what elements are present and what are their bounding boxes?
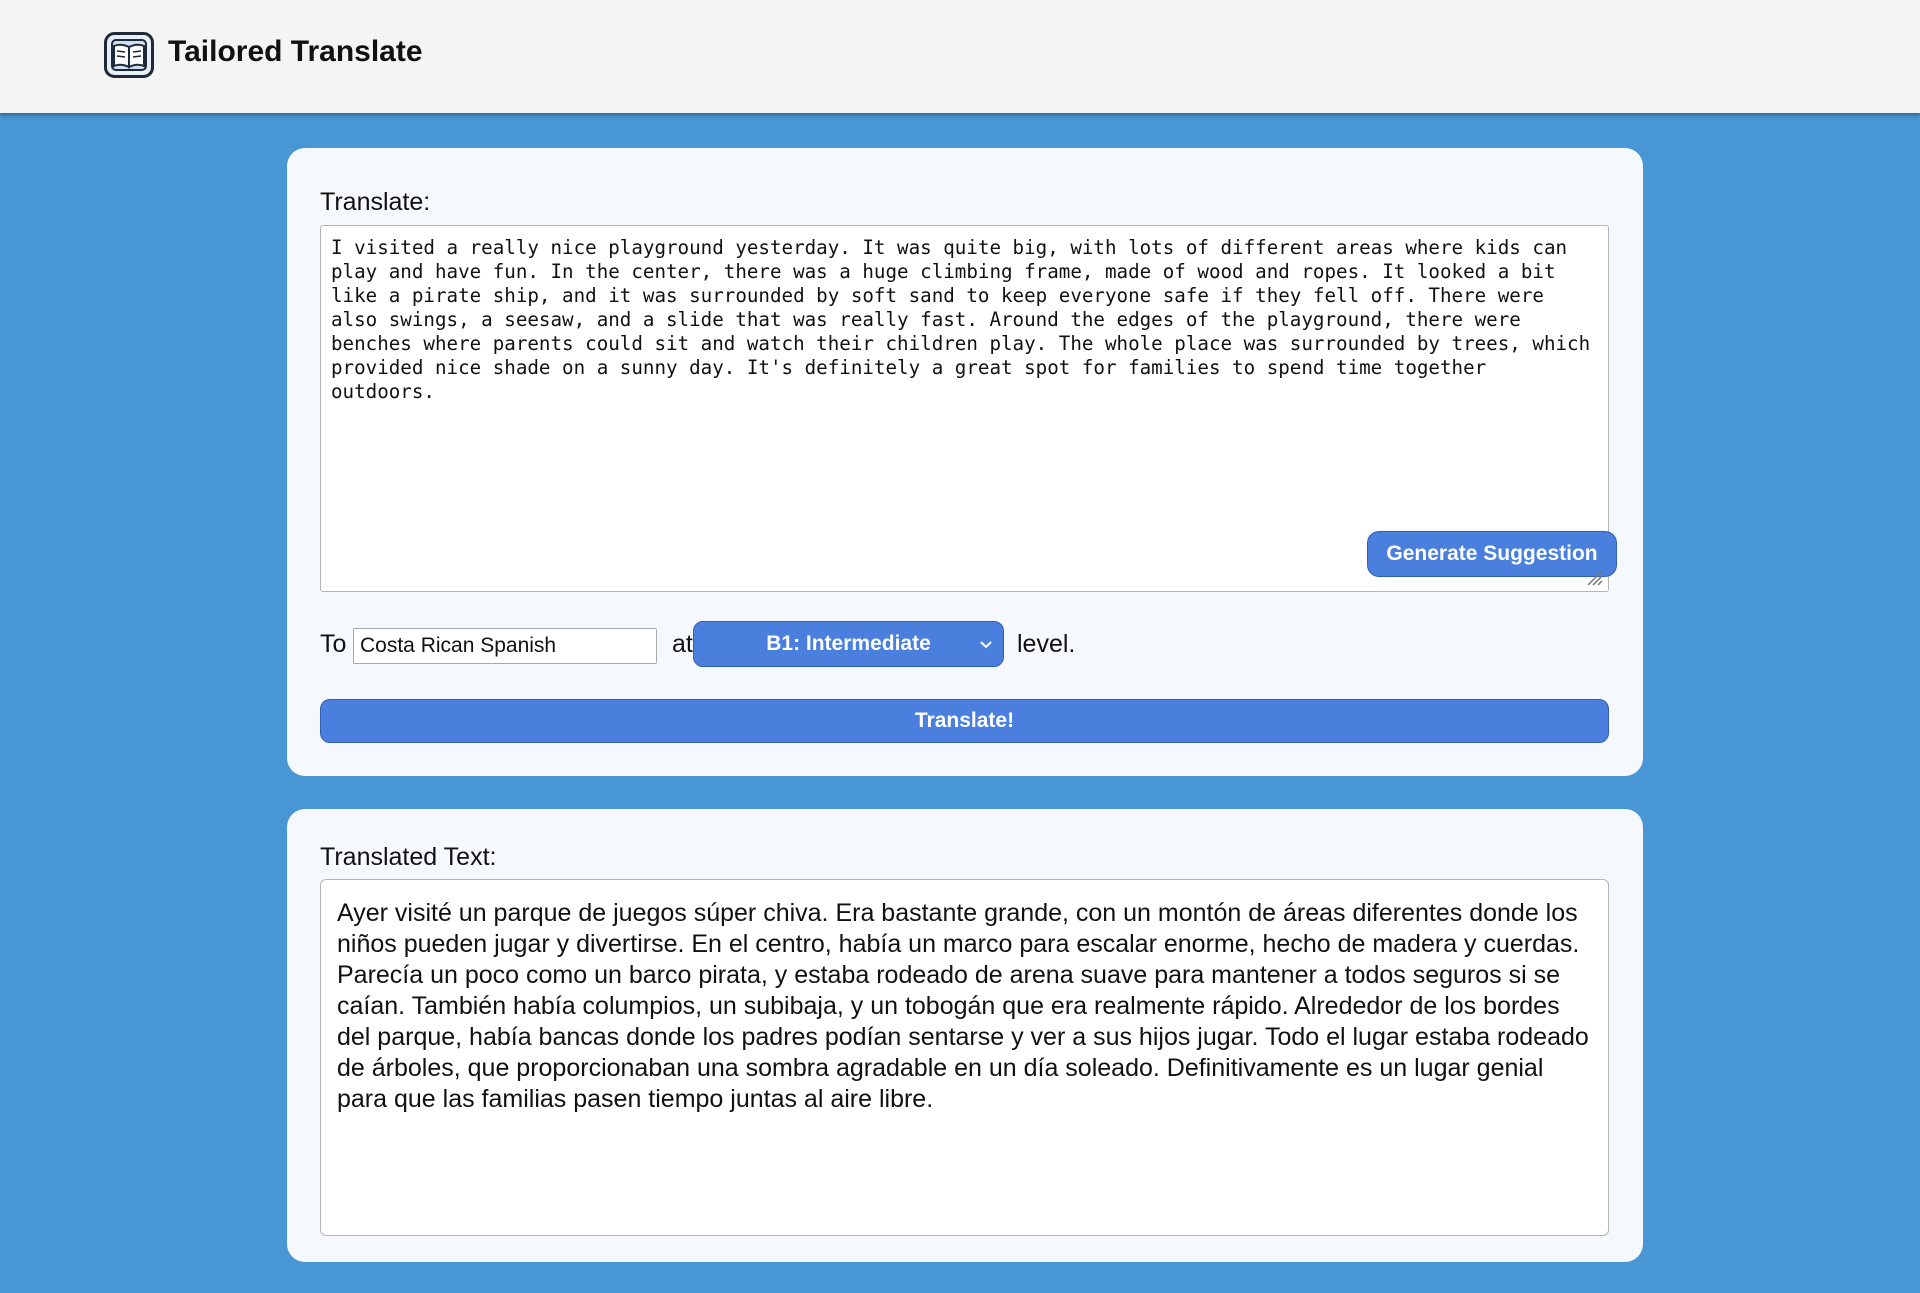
target-language-input[interactable] [353, 628, 657, 664]
translated-text: Ayer visité un parque de juegos súper chiva. Era bastante grande, con un montón de áreas diferentes donde los niños pueden jugar y divertirse. En el centro, había un marco para escalar enorme, hecho de madera y cuerdas. Parecía un poco como un barco pirata, y estaba rodeado de arena suave para mantener a todos seguros si se caían. También había columpios, un subibaja, y un tobogán que era realmente rápido. Alrededor de los bordes del parque, había bancas donde los padres podían sentarse y ver a sus hijos jugar. Todo el lugar estaba rodeado de árboles, que proporcionaban una sombra agradable en un día soleado. Definitivamente es un lugar genial para que las familias pasen tiempo juntas al aire libre. [337, 899, 1589, 1113]
translated-card [287, 809, 1643, 1262]
translated-text-label: Translated Text: [320, 843, 497, 871]
chevron-down-icon [977, 635, 995, 653]
level-suffix-label: level. [1017, 630, 1076, 658]
app-header [0, 0, 1920, 113]
translate-button[interactable]: Translate! [320, 699, 1609, 743]
level-selected-value: B1: Intermediate [766, 632, 931, 655]
source-text-box [320, 225, 1609, 592]
generate-suggestion-button[interactable]: Generate Suggestion [1367, 531, 1617, 577]
app-title: Tailored Translate [168, 35, 423, 68]
translate-label: Translate: [320, 188, 431, 216]
book-icon [104, 32, 154, 78]
level-select[interactable] [693, 621, 1004, 667]
source-textarea[interactable] [331, 236, 1597, 526]
to-label: To [320, 630, 347, 658]
at-label: at [672, 630, 693, 658]
translate-card [287, 148, 1643, 776]
resize-handle-icon[interactable] [1584, 567, 1604, 587]
translated-text-box [320, 879, 1609, 1236]
